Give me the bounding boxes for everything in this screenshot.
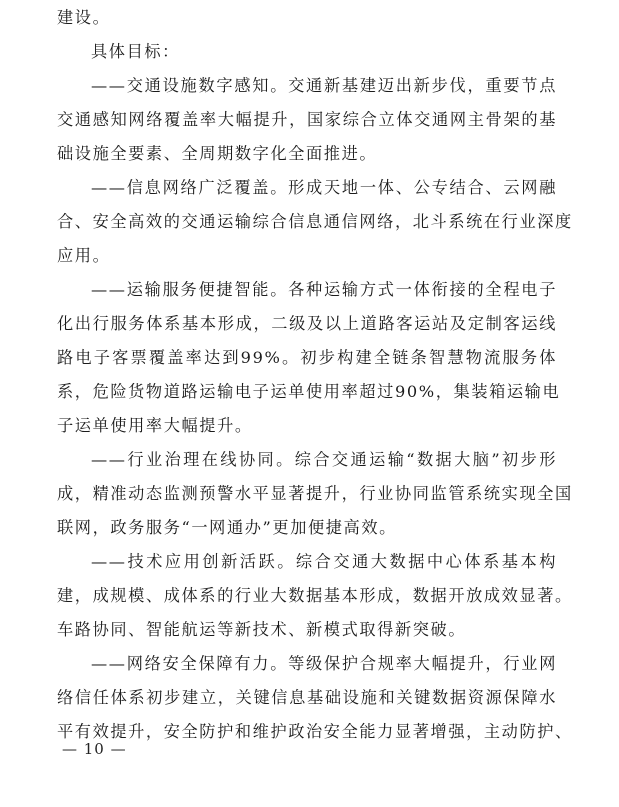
text-line-7: 合、安全高效的交通运输综合信息通信网络，北斗系统在行业深度 <box>57 212 573 231</box>
text-line-22: 平有效提升，安全防护和维护政治安全能力显著增强，主动防护、 <box>57 722 573 741</box>
text-line-14: ——行业治理在线协同。综合交通运输“数据大脑”初步形 <box>91 450 557 469</box>
page-number: — 10 — <box>62 740 127 758</box>
text-line-8: 应用。 <box>57 246 111 265</box>
text-line-18: 建，成规模、成体系的行业大数据基本形成，数据开放成效显著。 <box>57 586 573 605</box>
text-line-21: 络信任体系初步建立，关键信息基础设施和关键数据资源保障水 <box>57 688 557 707</box>
text-line-1: 建设。 <box>57 8 111 27</box>
subheading-specific-goals: 具体目标： <box>91 42 180 61</box>
text-line-4: 交通感知网络覆盖率大幅提升，国家综合立体交通网主骨架的基 <box>57 110 557 129</box>
text-line-16: 联网，政务服务“一网通办”更加便捷高效。 <box>57 518 397 537</box>
text-line-15: 成，精准动态监测预警水平显著提升，行业协同监管系统实现全国 <box>57 484 573 503</box>
text-line-9: ——运输服务便捷智能。各种运输方式一体衔接的全程电子 <box>91 280 557 299</box>
text-line-13: 子运单使用率大幅提升。 <box>57 416 253 435</box>
text-line-5: 础设施全要素、全周期数字化全面推进。 <box>57 144 378 163</box>
text-line-10: 化出行服务体系基本形成，二级及以上道路客运站及定制客运线 <box>57 314 557 333</box>
text-line-17: ——技术应用创新活跃。综合交通大数据中心体系基本构 <box>91 552 557 571</box>
text-line-6: ——信息网络广泛覆盖。形成天地一体、公专结合、云网融 <box>91 178 557 197</box>
text-line-12: 系，危险货物道路运输电子运单使用率超过90%，集装箱运输电 <box>57 382 561 401</box>
text-line-11: 路电子客票覆盖率达到99%。初步构建全链条智慧物流服务体 <box>57 348 557 367</box>
text-line-20: ——网络安全保障有力。等级保护合规率大幅提升，行业网 <box>91 654 557 673</box>
text-line-19: 车路协同、智能航运等新技术、新模式取得新突破。 <box>57 620 467 639</box>
text-line-3: ——交通设施数字感知。交通新基建迈出新步伐，重要节点 <box>91 76 557 95</box>
